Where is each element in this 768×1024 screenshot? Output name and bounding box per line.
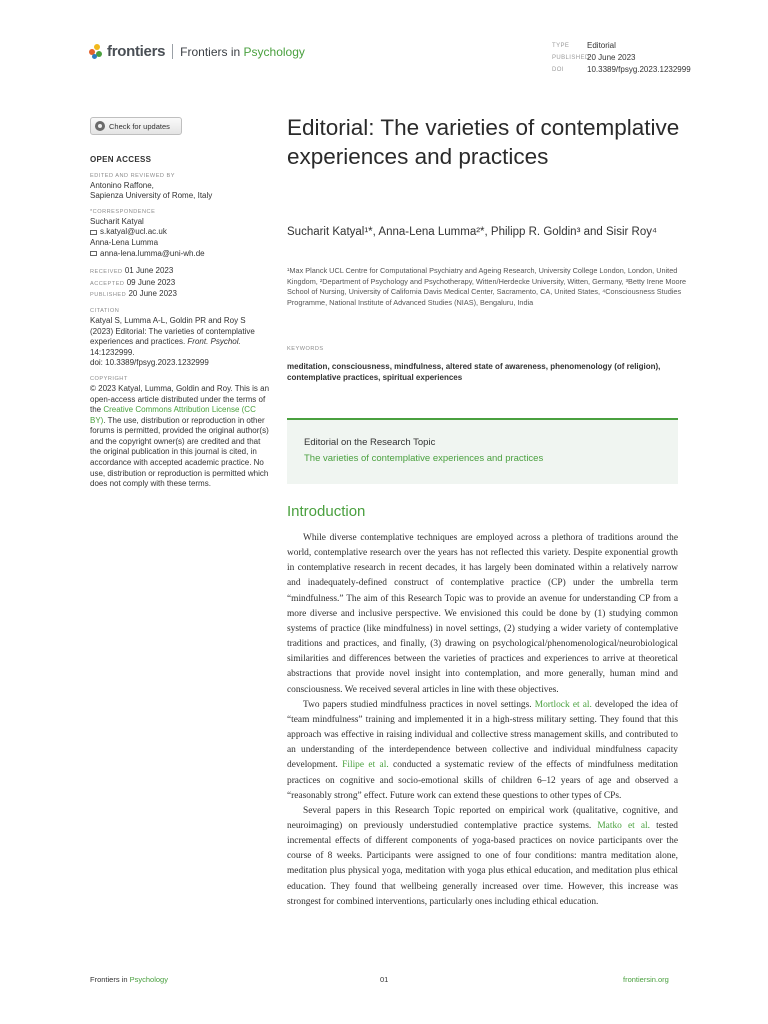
envelope-icon bbox=[90, 251, 97, 256]
editor-affiliation: Sapienza University of Rome, Italy bbox=[90, 191, 213, 201]
journal-name[interactable]: Frontiers in Psychology bbox=[180, 44, 305, 59]
frontiers-logo[interactable] bbox=[89, 43, 305, 60]
corr-email-1[interactable]: s.katyal@ucl.ac.uk bbox=[90, 227, 270, 238]
research-topic-link[interactable]: The varieties of contemplative experiences and practices bbox=[304, 453, 544, 464]
edited-label: EDITED AND REVIEWED BY bbox=[90, 172, 175, 179]
update-check-icon bbox=[95, 121, 105, 131]
meta-type: TYPE Editorial bbox=[552, 41, 616, 50]
paragraph-3: Several papers in this Research Topic reported on empirical work (qualitative, cognitive, and neuroimaging) on previously understudied contemplative practice systems. Matko et al. tested incremental effects of different components of yoga-based practices on novice participants over the course of 8 weeks. Participants were assigned to one of four conditions: mantra meditation alone, meditation plus physical yoga, meditation with yoga plus ethical education, and meditation plus ethical education. They found that wellbeing generally increased over time. However, this increase was strongest for combined interventions, particularly ones including ethical education. bbox=[287, 805, 678, 907]
paragraph-1: While diverse contemplative techniques are employed across a plethora of traditions around the world, contemplative research over the years has not reflected this variety. Despite exponential growth in contemplative research in recent decades, it has largely been dominated within a relatively narrow and inadequately-defined construct of contemplative practice (CP) under the umbrella term “mindfulness.” The aim of this Research Topic was to provide an avenue for understanding CP from a more diverse and inclusive perspective. We envisioned this could be done by (1) studying common systems of practice (like mindfulness) in novel settings, (2) studying a wider variety of contemplative traditions and practices, and finally, (3) drawing on psychological/phenomenological/neurobiological similarities and differences between the varieties of practices and experiences to arrive at theoretical abstractions that provide novel insight into contemplation, and more generally, human mind and consciousness. We received several articles in line with these objectives. bbox=[287, 533, 678, 695]
ref-mortlock[interactable]: Mortlock et al. bbox=[534, 699, 592, 710]
cc-by-license-link[interactable]: Creative Commons Attribution License (CC BY) bbox=[90, 405, 256, 425]
paragraph-2: Two papers studied mindfulness practices in novel settings. Mortlock et al. developed the idea of “team mindfulness” training and implemented it in a high-stress military setting. They found that this approach was effective in raising individual and collective stress management skills, and contributed to an understanding of the interdependence between collective and individual mindfulness capacity development. Filipe et al. conducted a systematic review of the effects of mindfulness meditation practices on cognitive and socio-emotional skills of children 6–12 years of age and observed a “reasonably strong” effect. Future work can extend these questions to other types of CPs. bbox=[287, 699, 678, 801]
copyright-label: COPYRIGHT bbox=[90, 375, 128, 382]
correspondence-label: *CORRESPONDENCE bbox=[90, 208, 156, 215]
header-divider bbox=[172, 44, 173, 59]
corr-email-2[interactable]: anna-lena.lumma@uni-wh.de bbox=[90, 249, 270, 260]
corr-name-2: Anna-Lena Lumma bbox=[90, 237, 159, 247]
article-title: Editorial: The varieties of contemplative experiences and practices bbox=[287, 115, 680, 169]
article-sidebar bbox=[90, 155, 270, 490]
section-heading-introduction: Introduction bbox=[287, 503, 366, 520]
citation-text: Katyal S, Lumma A-L, Goldin PR and Roy S (2023) Editorial: The varieties of contemplative experiences and practices. Front. Psychol. 14:1232999. doi: 10.3389/fpsyg.2023.1232999 bbox=[90, 315, 255, 368]
page-number: 01 bbox=[380, 975, 389, 984]
editor-name: Antonino Raffone, bbox=[90, 180, 154, 190]
keywords-label: KEYWORDS bbox=[287, 346, 324, 352]
dates: RECEIVED 01 June 2023 ACCEPTED 09 June 2023 PUBLISHED 20 June 2023 bbox=[90, 266, 177, 299]
article-body bbox=[287, 531, 678, 910]
check-for-updates-button[interactable] bbox=[90, 117, 182, 135]
keywords: meditation, consciousness, mindfulness, altered state of awareness, phenomenology (of religion), contemplative practices, spiritual experiences bbox=[287, 362, 661, 382]
corr-name-1: Sucharit Katyal bbox=[90, 216, 144, 226]
citation-label: CITATION bbox=[90, 307, 120, 314]
brand-name: frontiers bbox=[107, 43, 166, 60]
check-updates-label: Check for updates bbox=[109, 121, 170, 131]
affiliations: ¹Max Planck UCL Centre for Computational Psychiatry and Ageing Research, University College London, London, United Kingdom, ²Department of Psychology and Psychotherapy, Witten/Herdecke University, Witten, Germany, ³Betty Irene Moore School of Nursing, University of California Davis Medical Center, Sacramento, CA, United States, ⁴Consciousness Studies Programme, National Institute of Advanced Studies (NIAS), Bengaluru, India bbox=[287, 266, 687, 307]
research-topic-box bbox=[287, 418, 678, 484]
open-access-label: OPEN ACCESS bbox=[90, 155, 152, 164]
research-topic-label: Editorial on the Research Topic bbox=[304, 437, 436, 448]
frontiers-logo-icon bbox=[89, 44, 103, 60]
author-list: Sucharit Katyal¹*, Anna-Lena Lumma²*, Philipp R. Goldin³ and Sisir Roy⁴ bbox=[287, 226, 657, 238]
article-meta bbox=[552, 40, 691, 76]
citation-doi[interactable]: doi: 10.3389/fpsyg.2023.1232999 bbox=[90, 358, 209, 368]
footer-site-link[interactable]: frontiersin.org bbox=[623, 975, 669, 984]
envelope-icon bbox=[90, 230, 97, 235]
ref-matko[interactable]: Matko et al. bbox=[597, 820, 650, 831]
footer-journal[interactable]: Frontiers in Psychology bbox=[90, 975, 168, 984]
meta-published: PUBLISHED 20 June 2023 bbox=[552, 53, 636, 62]
copyright-text: © 2023 Katyal, Lumma, Goldin and Roy. This is an open-access article distributed under the terms of the Creative Commons Attribution License (CC BY). The use, distribution or reproduction in other forums is permitted, provided the original author(s) and the copyright owner(s) are credited and that the original publication in this journal is cited, in accordance with accepted academic practice. No use, distribution or reproduction is permitted which does not comply with these terms. bbox=[90, 383, 270, 489]
meta-doi: DOI 10.3389/fpsyg.2023.1232999 bbox=[552, 65, 691, 74]
ref-filipe[interactable]: Filipe et al. bbox=[342, 760, 389, 771]
